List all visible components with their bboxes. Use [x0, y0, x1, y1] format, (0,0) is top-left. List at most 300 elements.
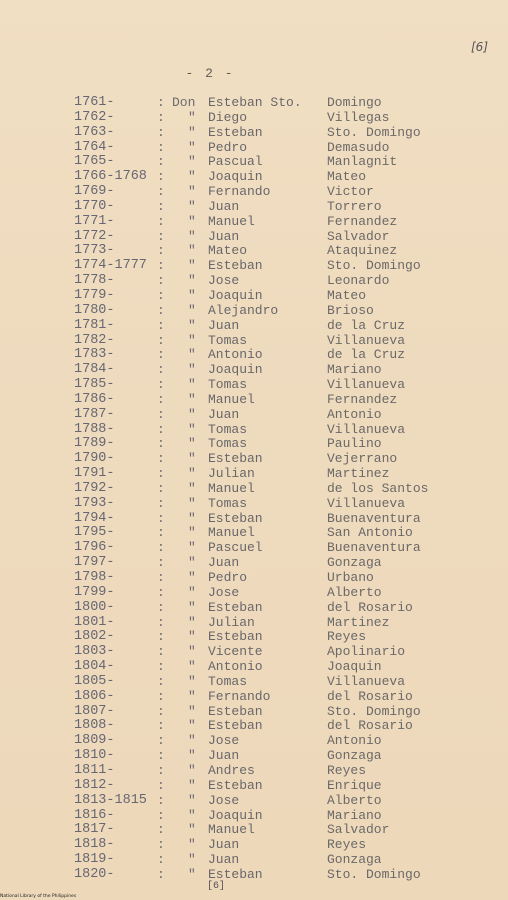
- ledger-year: 1796-: [74, 540, 115, 556]
- ledger-row: [74, 423, 454, 438]
- ledger-separator: :: [157, 109, 165, 125]
- ledger-ditto-mark: ": [188, 362, 196, 378]
- ledger-row: [74, 645, 454, 660]
- ledger-ditto-mark: ": [188, 436, 196, 452]
- ledger-year: 1800-: [74, 599, 115, 615]
- ledger-row: [74, 393, 454, 408]
- ledger-separator: :: [157, 258, 165, 274]
- ledger-row: [74, 586, 454, 601]
- ledger-surname: Salvador: [327, 228, 390, 244]
- ledger-row: [74, 155, 454, 170]
- ledger-year: 1810-: [74, 748, 115, 764]
- ledger-surname: Villanueva: [327, 673, 406, 689]
- ledger-separator: :: [157, 139, 165, 155]
- ledger-separator: :: [157, 466, 165, 482]
- ledger-row: [74, 378, 454, 393]
- ledger-given-name: Jose: [208, 584, 240, 600]
- ledger-year: 1762-: [74, 109, 115, 125]
- ledger-given-name: Joaquin: [208, 807, 263, 823]
- ledger-separator: :: [157, 762, 165, 778]
- ledger-given-name: Tomas: [208, 495, 248, 511]
- archive-footer-stamp: National Library of the Philippines: [0, 894, 77, 899]
- ledger-ditto-mark: ": [188, 495, 196, 511]
- ledger-ditto-mark: ": [188, 629, 196, 645]
- ledger-surname: Apolinario: [327, 644, 406, 660]
- ledger-separator: :: [157, 777, 165, 793]
- ledger-separator: :: [157, 673, 165, 689]
- ledger-given-name: Esteban: [208, 258, 263, 274]
- ledger-surname: Villegas: [327, 109, 390, 125]
- ledger-ditto-mark: ": [188, 866, 196, 882]
- ledger-surname: Villanueva: [327, 377, 406, 393]
- ledger-year: 1787-: [74, 406, 115, 422]
- ledger-year: 1786-: [74, 391, 115, 407]
- ledger-ditto-mark: ": [188, 109, 196, 125]
- ledger-year: 1806-: [74, 688, 115, 704]
- ledger-year: 1798-: [74, 570, 115, 585]
- ledger-separator: :: [157, 807, 165, 823]
- ledger-year: 1802-: [74, 629, 115, 645]
- ledger-year: 1819-: [74, 852, 115, 868]
- ledger-separator: :: [157, 852, 165, 868]
- ledger-separator: :: [157, 659, 165, 675]
- ledger-ditto-mark: ": [188, 228, 196, 244]
- ledger-year: 1809-: [74, 733, 115, 749]
- ledger-ditto-mark: ": [188, 718, 196, 734]
- ledger-surname: Ataquinez: [327, 243, 398, 259]
- ledger-row: [74, 868, 454, 883]
- ledger-year: 1804-: [74, 659, 115, 675]
- ledger-given-name: Esteban: [208, 510, 263, 526]
- ledger-ditto-mark: ": [188, 807, 196, 823]
- ledger-separator: :: [157, 837, 165, 853]
- ledger-given-name: Esteban: [208, 777, 263, 793]
- ledger-ditto-mark: ": [188, 302, 196, 318]
- ledger-given-name: Fernando: [208, 184, 271, 200]
- ledger-year: 1805-: [74, 673, 115, 689]
- ledger-surname: San Antonio: [327, 525, 413, 541]
- ledger-given-name: Pascual: [208, 154, 263, 170]
- ledger-given-name: Juan: [208, 748, 240, 764]
- ledger-surname: Alberto: [327, 584, 382, 600]
- ledger-ditto-mark: ": [188, 391, 196, 407]
- ledger-year: 1794-: [74, 510, 115, 526]
- ledger-row: [74, 334, 454, 349]
- ledger-year: 1774-1777: [74, 258, 147, 274]
- ledger-year: 1788-: [74, 421, 115, 437]
- ledger-given-name: Mateo: [208, 243, 248, 259]
- ledger-given-name: Juan: [208, 198, 240, 214]
- ledger-ditto-mark: ": [188, 614, 196, 630]
- corner-page-mark: [6]: [471, 40, 488, 54]
- ledger-surname: Vejerrano: [327, 451, 398, 467]
- ledger-row: [74, 200, 454, 215]
- ledger-year: 1820-: [74, 866, 115, 882]
- ledger-ditto-mark: ": [188, 792, 196, 808]
- ledger-given-name: Vicente: [208, 644, 263, 660]
- ledger-row: [74, 244, 454, 259]
- ledger-separator: :: [157, 198, 165, 214]
- ledger-given-name: Esteban: [208, 718, 263, 734]
- ledger-row: [74, 823, 454, 838]
- ledger-year: 1781-: [74, 317, 115, 333]
- ledger-year: 1808-: [74, 718, 115, 734]
- ledger-year: 1771-: [74, 213, 115, 229]
- ledger-year: 1782-: [74, 332, 115, 348]
- ledger-ditto-mark: ": [188, 540, 196, 556]
- ledger-row: [74, 497, 454, 512]
- ledger-separator: :: [157, 377, 165, 393]
- ledger-given-name: Juan: [208, 837, 240, 853]
- ledger-given-name: Manuel: [208, 822, 255, 838]
- ledger-given-name: Juan: [208, 228, 240, 244]
- ledger-ditto-mark: ": [188, 852, 196, 868]
- ledger-separator: :: [157, 421, 165, 437]
- ledger-row: [74, 437, 454, 452]
- ledger-surname: Domingo: [327, 95, 382, 110]
- ledger-ditto-mark: ": [188, 555, 196, 571]
- ledger-given-name: Esteban: [208, 451, 263, 467]
- ledger-row: [74, 259, 454, 274]
- ledger-year: 1770-: [74, 198, 115, 214]
- ledger-row: [74, 482, 454, 497]
- ledger-surname: Fernandez: [327, 213, 398, 229]
- ledger-row: [74, 838, 454, 853]
- ledger-separator: :: [157, 599, 165, 615]
- ledger-row: [74, 348, 454, 363]
- ledger-surname: de la Cruz: [327, 317, 406, 333]
- ledger-given-name: Tomas: [208, 421, 248, 437]
- ledger-year: 1790-: [74, 451, 115, 467]
- ledger-row: [74, 853, 454, 868]
- ledger-row: [74, 363, 454, 378]
- ledger-year: 1789-: [74, 436, 115, 452]
- ledger-surname: Mariano: [327, 807, 382, 823]
- ledger-given-name: Juan: [208, 852, 240, 868]
- ledger-ditto-mark: ": [188, 510, 196, 526]
- ledger-year: 1779-: [74, 287, 115, 303]
- ledger-ditto-mark: ": [188, 451, 196, 467]
- ledger-surname: Demasudo: [327, 139, 390, 155]
- ledger-separator: :: [157, 629, 165, 645]
- ledger-year: 1769-: [74, 184, 115, 200]
- ledger-ditto-mark: ": [188, 673, 196, 689]
- ledger-separator: :: [157, 332, 165, 348]
- ledger-separator: :: [157, 287, 165, 303]
- ledger-row: [74, 541, 454, 556]
- ledger-ditto-mark: ": [188, 480, 196, 496]
- ledger-separator: :: [157, 733, 165, 749]
- ledger-ditto-mark: ": [188, 243, 196, 259]
- ledger-given-name: Manuel: [208, 213, 255, 229]
- ledger-separator: :: [157, 317, 165, 333]
- ledger-given-name: Diego: [208, 109, 248, 125]
- ledger-surname: Mateo: [327, 169, 367, 185]
- ledger-year: 1778-: [74, 273, 115, 289]
- ledger-ditto-mark: ": [188, 377, 196, 393]
- ledger-ditto-mark: ": [188, 406, 196, 422]
- ledger-separator: :: [157, 495, 165, 511]
- ledger-ditto-mark: ": [188, 584, 196, 600]
- ledger-row: [74, 304, 454, 319]
- ledger-year: 1785-: [74, 377, 115, 393]
- ledger-surname: de la Cruz: [327, 347, 406, 363]
- ledger-given-name: Jose: [208, 792, 240, 808]
- ledger-row: [74, 289, 454, 304]
- ledger-year: 1811-: [74, 762, 115, 778]
- ledger-surname: de los Santos: [327, 480, 429, 496]
- ledger-ditto-mark: ": [188, 332, 196, 348]
- ledger-separator: :: [157, 555, 165, 571]
- ledger-year: 1761-: [74, 95, 115, 110]
- ledger-ditto-mark: ": [188, 525, 196, 541]
- ledger-ditto-mark: ": [188, 703, 196, 719]
- ledger-row: [74, 630, 454, 645]
- ledger-row: [74, 141, 454, 156]
- ledger-year: 1816-: [74, 807, 115, 823]
- ledger-year: 1793-: [74, 495, 115, 511]
- ledger-surname: Alberto: [327, 792, 382, 808]
- ledger-separator: :: [157, 570, 165, 585]
- ledger-given-name: Pedro: [208, 139, 248, 155]
- ledger-separator: :: [157, 302, 165, 318]
- ledger-row: [74, 230, 454, 245]
- ledger-surname: Paulino: [327, 436, 382, 452]
- ledger-year: 1766-1768: [74, 169, 147, 185]
- ledger-row: [74, 274, 454, 289]
- ledger-ditto-mark: ": [188, 184, 196, 200]
- ledger-separator: :: [157, 436, 165, 452]
- ledger-given-name: Esteban: [208, 124, 263, 140]
- ledger-surname: Sto. Domingo: [327, 703, 421, 719]
- ledger-given-name: Joaquin: [208, 287, 263, 303]
- ledger-ditto-mark: ": [188, 599, 196, 615]
- ledger-list: [74, 96, 454, 883]
- ledger-surname: Villanueva: [327, 495, 406, 511]
- ledger-separator: :: [157, 243, 165, 259]
- ledger-ditto-mark: ": [188, 777, 196, 793]
- ledger-row: [74, 779, 454, 794]
- ledger-ditto-mark: ": [188, 154, 196, 170]
- ledger-year: 1783-: [74, 347, 115, 363]
- ledger-row: [74, 319, 454, 334]
- ledger-surname: Gonzaga: [327, 852, 382, 868]
- ledger-surname: Joaquin: [327, 659, 382, 675]
- ledger-separator: :: [157, 154, 165, 170]
- ledger-surname: Buenaventura: [327, 510, 421, 526]
- ledger-year: 1801-: [74, 614, 115, 630]
- ledger-row: [74, 467, 454, 482]
- ledger-given-name: Antonio: [208, 347, 263, 363]
- ledger-given-name: Tomas: [208, 436, 248, 452]
- ledger-row: [74, 616, 454, 631]
- ledger-surname: Fernandez: [327, 391, 398, 407]
- ledger-ditto-mark: ": [188, 213, 196, 229]
- ledger-surname: Torrero: [327, 198, 382, 214]
- ledger-surname: Reyes: [327, 762, 367, 778]
- ledger-separator: :: [157, 124, 165, 140]
- ledger-surname: Antonio: [327, 406, 382, 422]
- ledger-ditto-mark: ": [188, 169, 196, 185]
- ledger-separator: :: [157, 391, 165, 407]
- ledger-given-name: Esteban Sto.: [208, 95, 302, 110]
- ledger-year: 1763-: [74, 124, 115, 140]
- ledger-ditto-mark: ": [188, 762, 196, 778]
- ledger-separator: :: [157, 213, 165, 229]
- ledger-surname: Reyes: [327, 629, 367, 645]
- ledger-row: [74, 556, 454, 571]
- ledger-row: [74, 126, 454, 141]
- ledger-ditto-mark: ": [188, 347, 196, 363]
- ledger-separator: :: [157, 822, 165, 838]
- ledger-surname: Brioso: [327, 302, 374, 318]
- ledger-year: 1818-: [74, 837, 115, 853]
- ledger-surname: del Rosario: [327, 599, 413, 615]
- ledger-ditto-mark: ": [188, 688, 196, 704]
- ledger-ditto-mark: ": [188, 733, 196, 749]
- ledger-surname: Gonzaga: [327, 748, 382, 764]
- ledger-year: 1803-: [74, 644, 115, 660]
- ledger-given-name: Tomas: [208, 377, 248, 393]
- ledger-year: 1792-: [74, 480, 115, 496]
- ledger-surname: Leonardo: [327, 273, 390, 289]
- ledger-ditto-mark: ": [188, 273, 196, 289]
- ledger-year: 1799-: [74, 584, 115, 600]
- ledger-year: 1791-: [74, 466, 115, 482]
- ledger-ditto-mark: ": [188, 317, 196, 333]
- ledger-given-name: Manuel: [208, 480, 255, 496]
- ledger-ditto-mark: Don: [172, 95, 196, 110]
- ledger-surname: Victor: [327, 184, 374, 200]
- ledger-given-name: Esteban: [208, 599, 263, 615]
- ledger-surname: Urbano: [327, 570, 374, 585]
- ledger-row: [74, 408, 454, 423]
- ledger-row: [74, 185, 454, 200]
- ledger-separator: :: [157, 510, 165, 526]
- ledger-given-name: Joaquin: [208, 169, 263, 185]
- ledger-surname: Sto. Domingo: [327, 866, 421, 882]
- ledger-ditto-mark: ": [188, 644, 196, 660]
- ledger-row: [74, 705, 454, 720]
- ledger-row: [74, 690, 454, 705]
- ledger-given-name: Esteban: [208, 866, 263, 882]
- ledger-surname: Sto. Domingo: [327, 124, 421, 140]
- ledger-row: [74, 719, 454, 734]
- ledger-surname: del Rosario: [327, 718, 413, 734]
- ledger-row: [74, 660, 454, 675]
- ledger-row: [74, 526, 454, 541]
- ledger-separator: :: [157, 451, 165, 467]
- ledger-separator: :: [157, 614, 165, 630]
- ledger-separator: :: [157, 688, 165, 704]
- ledger-given-name: Jose: [208, 273, 240, 289]
- ledger-ditto-mark: ": [188, 258, 196, 274]
- ledger-surname: Martinez: [327, 466, 390, 482]
- ledger-given-name: Tomas: [208, 673, 248, 689]
- ledger-separator: :: [157, 792, 165, 808]
- ledger-ditto-mark: ": [188, 198, 196, 214]
- ledger-row: [74, 452, 454, 467]
- ledger-given-name: Pascuel: [208, 540, 263, 556]
- ledger-row: [74, 794, 454, 809]
- ledger-surname: Buenaventura: [327, 540, 421, 556]
- ledger-separator: :: [157, 95, 165, 110]
- ledger-year: 1784-: [74, 362, 115, 378]
- ledger-row: [74, 512, 454, 527]
- ledger-row: [74, 749, 454, 764]
- ledger-row: [74, 215, 454, 230]
- page-number: - 2 -: [185, 66, 235, 81]
- ledger-separator: :: [157, 273, 165, 289]
- ledger-row: [74, 571, 454, 586]
- ledger-year: 1764-: [74, 139, 115, 155]
- ledger-surname: Mariano: [327, 362, 382, 378]
- ledger-given-name: Jose: [208, 733, 240, 749]
- ledger-separator: :: [157, 540, 165, 556]
- ledger-surname: Enrique: [327, 777, 382, 793]
- ledger-given-name: Antonio: [208, 659, 263, 675]
- ledger-separator: :: [157, 748, 165, 764]
- ledger-separator: :: [157, 480, 165, 496]
- ledger-surname: Salvador: [327, 822, 390, 838]
- ledger-surname: Antonio: [327, 733, 382, 749]
- ledger-separator: :: [157, 184, 165, 200]
- ledger-year: 1765-: [74, 154, 115, 170]
- ledger-year: 1780-: [74, 302, 115, 318]
- ledger-given-name: Manuel: [208, 525, 255, 541]
- ledger-given-name: Fernando: [208, 688, 271, 704]
- bottom-page-mark: [6]: [207, 881, 226, 892]
- ledger-given-name: Tomas: [208, 332, 248, 348]
- ledger-given-name: Manuel: [208, 391, 255, 407]
- ledger-surname: Gonzaga: [327, 555, 382, 571]
- ledger-ditto-mark: ": [188, 139, 196, 155]
- ledger-year: 1812-: [74, 777, 115, 793]
- ledger-row: [74, 809, 454, 824]
- ledger-row: [74, 734, 454, 749]
- ledger-given-name: Juan: [208, 317, 240, 333]
- ledger-separator: :: [157, 703, 165, 719]
- ledger-surname: del Rosario: [327, 688, 413, 704]
- ledger-year: 1795-: [74, 525, 115, 541]
- ledger-year: 1813-1815: [74, 792, 147, 808]
- ledger-given-name: Esteban: [208, 703, 263, 719]
- ledger-given-name: Andres: [208, 762, 255, 778]
- ledger-surname: Manlagnit: [327, 154, 398, 170]
- ledger-given-name: Pedro: [208, 570, 248, 585]
- ledger-row: [74, 170, 454, 185]
- ledger-ditto-mark: ": [188, 822, 196, 838]
- ledger-row: [74, 675, 454, 690]
- ledger-separator: :: [157, 644, 165, 660]
- ledger-row: [74, 111, 454, 126]
- ledger-ditto-mark: ": [188, 287, 196, 303]
- ledger-separator: :: [157, 362, 165, 378]
- ledger-ditto-mark: ": [188, 466, 196, 482]
- ledger-given-name: Esteban: [208, 629, 263, 645]
- ledger-separator: :: [157, 406, 165, 422]
- ledger-ditto-mark: ": [188, 748, 196, 764]
- ledger-given-name: Alejandro: [208, 302, 279, 318]
- ledger-year: 1797-: [74, 555, 115, 571]
- ledger-surname: Reyes: [327, 837, 367, 853]
- ledger-separator: :: [157, 228, 165, 244]
- ledger-given-name: Juan: [208, 555, 240, 571]
- ledger-year: 1772-: [74, 228, 115, 244]
- ledger-ditto-mark: ": [188, 421, 196, 437]
- ledger-separator: :: [157, 866, 165, 882]
- ledger-surname: Villanueva: [327, 332, 406, 348]
